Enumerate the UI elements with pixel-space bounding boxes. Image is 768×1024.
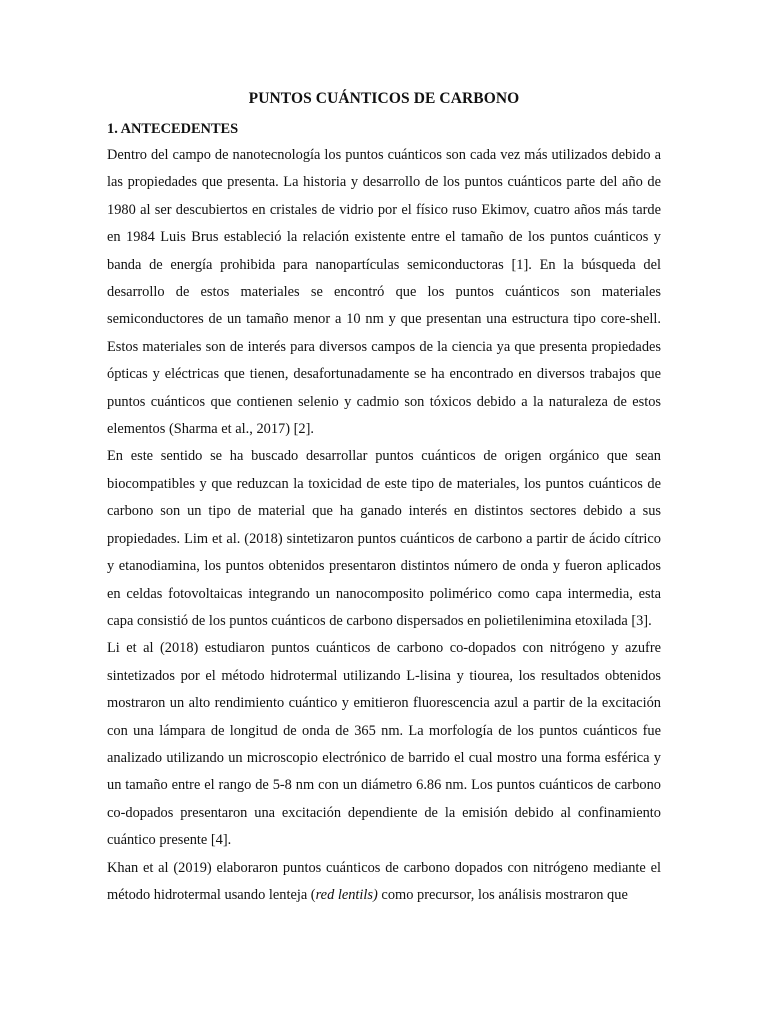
section-heading: 1. ANTECEDENTES <box>107 121 239 137</box>
paragraph-4 <box>107 855 661 910</box>
paragraph-4-text: Khan et al (2019) elaboraron puntos cuánticos de carbono dopados con nitrógeno mediante el método hidrotermal usando lenteja ( <box>107 859 661 903</box>
paragraph-4-italic: red lentils) <box>315 886 378 903</box>
document-title: PUNTOS CUÁNTICOS DE CARBONO <box>248 90 520 107</box>
paragraph-2: En este sentido se ha buscado desarrollar puntos cuánticos de origen orgánico que sean biocompatibles y que reduzcan la toxicidad de este tipo de materiales, los puntos cuánticos de carbono son un tipo de material que ha ganado interés en distintos sectores debido a sus propiedades. Lim et al. (2018) sintetizaron puntos cuánticos de carbono a partir de ácido cítrico y etanodiamina, los puntos obtenidos presentaron distintos número de onda y fueron aplicados en celdas fotovoltaicas integrando un nanocomposito polimérico como capa intermedia, esta capa consistió de los puntos cuánticos de carbono dispersados en polietilenimina etoxilada [3]. <box>107 448 661 629</box>
paragraph-4-tail: como precursor, los análisis mostraron que <box>377 886 628 903</box>
paragraph-1: Dentro del campo de nanotecnología los puntos cuánticos son cada vez más utilizados debido a las propiedades que presenta. La historia y desarrollo de los puntos cuánticos parte del año de 1980 al ser descubiertos en cristales de vidrio por el físico ruso Ekimov, cuatro años más tarde en 1984 Luis Brus estableció la relación existente entre el tamaño de los puntos cuánticos y banda de energía prohibida para nanopartículas semiconductoras [1]. En la búsqueda del desarrollo de estos materiales se encontró que los puntos cuánticos son materiales semiconductores de un tamaño menor a 10 nm y que presentan una estructura tipo core-shell. Estos materiales son de interés para diversos campos de la ciencia ya que presenta propiedades ópticas y eléctricas que tienen, desafortunadamente se ha encontrado en diversos trabajos que puntos cuánticos que contienen selenio y cadmio son tóxicos debido a la naturaleza de estos elementos (Sharma et al., 2017) [2]. <box>107 147 661 438</box>
paragraph-3: Li et al (2018) estudiaron puntos cuánticos de carbono co-dopados con nitrógeno y azufre sintetizados por el método hidrotermal utilizando L-lisina y tiourea, los resultados obtenidos mostraron un alto rendimiento cuántico y emitieron fluorescencia azul a partir de la excitación con una lámpara de longitud de onda de 365 nm. La morfología de los puntos cuánticos fue analizado utilizando un microscopio electrónico de barrido el cual mostro una forma esférica y un tamaño entre el rango de 5-8 nm con un diámetro 6.86 nm. Los puntos cuánticos de carbono co-dopados presentaron una excitación dependiente de la emisión debido al confinamiento cuántico presente [4]. <box>107 640 661 849</box>
